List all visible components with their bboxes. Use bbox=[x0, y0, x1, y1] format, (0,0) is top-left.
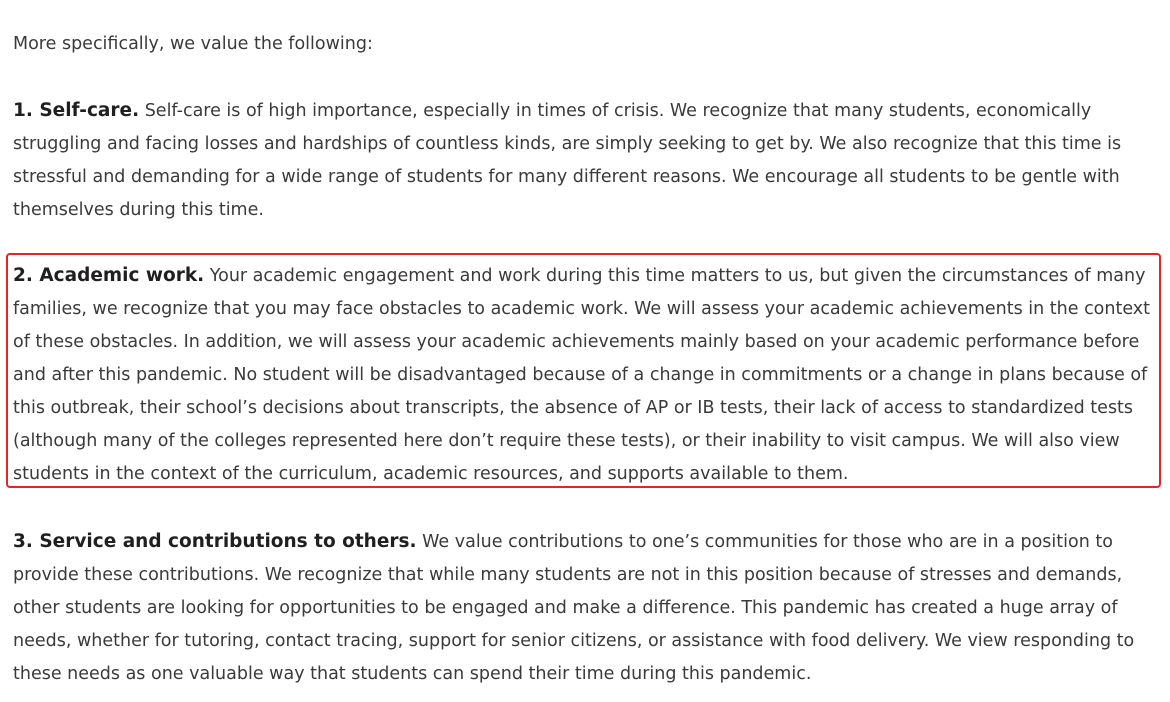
value-paragraph-academic-work bbox=[13, 259, 1163, 491]
intro-text: More specifically, we value the following: bbox=[13, 34, 373, 54]
paragraph-heading: 2. Academic work. bbox=[13, 265, 205, 286]
paragraph-heading: 3. Service and contributions to others. bbox=[13, 531, 417, 552]
paragraph-body: Self-care is of high importance, especially in times of crisis. We recognize that many students, economically struggling and facing losses and hardships of countless kinds, are simply seeking to get by. We also recognize that this time is stressful and demanding for a wide range of students for many different reasons. We encourage all students to be gentle with themselves during this time. bbox=[13, 101, 1122, 220]
paragraph-body: Your academic engagement and work during this time matters to us, but given the circumstances of many families, we recognize that you may face obstacles to academic work. We will assess your academic achievements in the context of these obstacles. In addition, we will assess your academic achievements mainly based on your academic performance before and after this pandemic. No student will be disadvantaged because of a change in commitments or a change in plans because of this outbreak, their school’s decisions about transcripts, the absence of AP or IB tests, their lack of access to standardized tests (although many of the colleges represented here don’t require these tests), or their inability to visit campus. We will also view students in the context of the curriculum, academic resources, and supports available to them. bbox=[13, 266, 1151, 484]
value-paragraph-service bbox=[13, 525, 1163, 691]
paragraph-heading: 1. Self-care. bbox=[13, 100, 140, 121]
value-paragraph-self-care bbox=[13, 94, 1163, 227]
paragraph-body: We value contributions to one’s communities for those who are in a position to provide these contributions. We recognize that while many students are not in this position because of stresses and demands, other students are looking for opportunities to be engaged and make a difference. This pandemic has created a huge array of needs, whether for tutoring, contact tracing, support for senior citizens, or assistance with food delivery. We view responding to these needs as one valuable way that students can spend their time during this pandemic. bbox=[13, 532, 1135, 684]
